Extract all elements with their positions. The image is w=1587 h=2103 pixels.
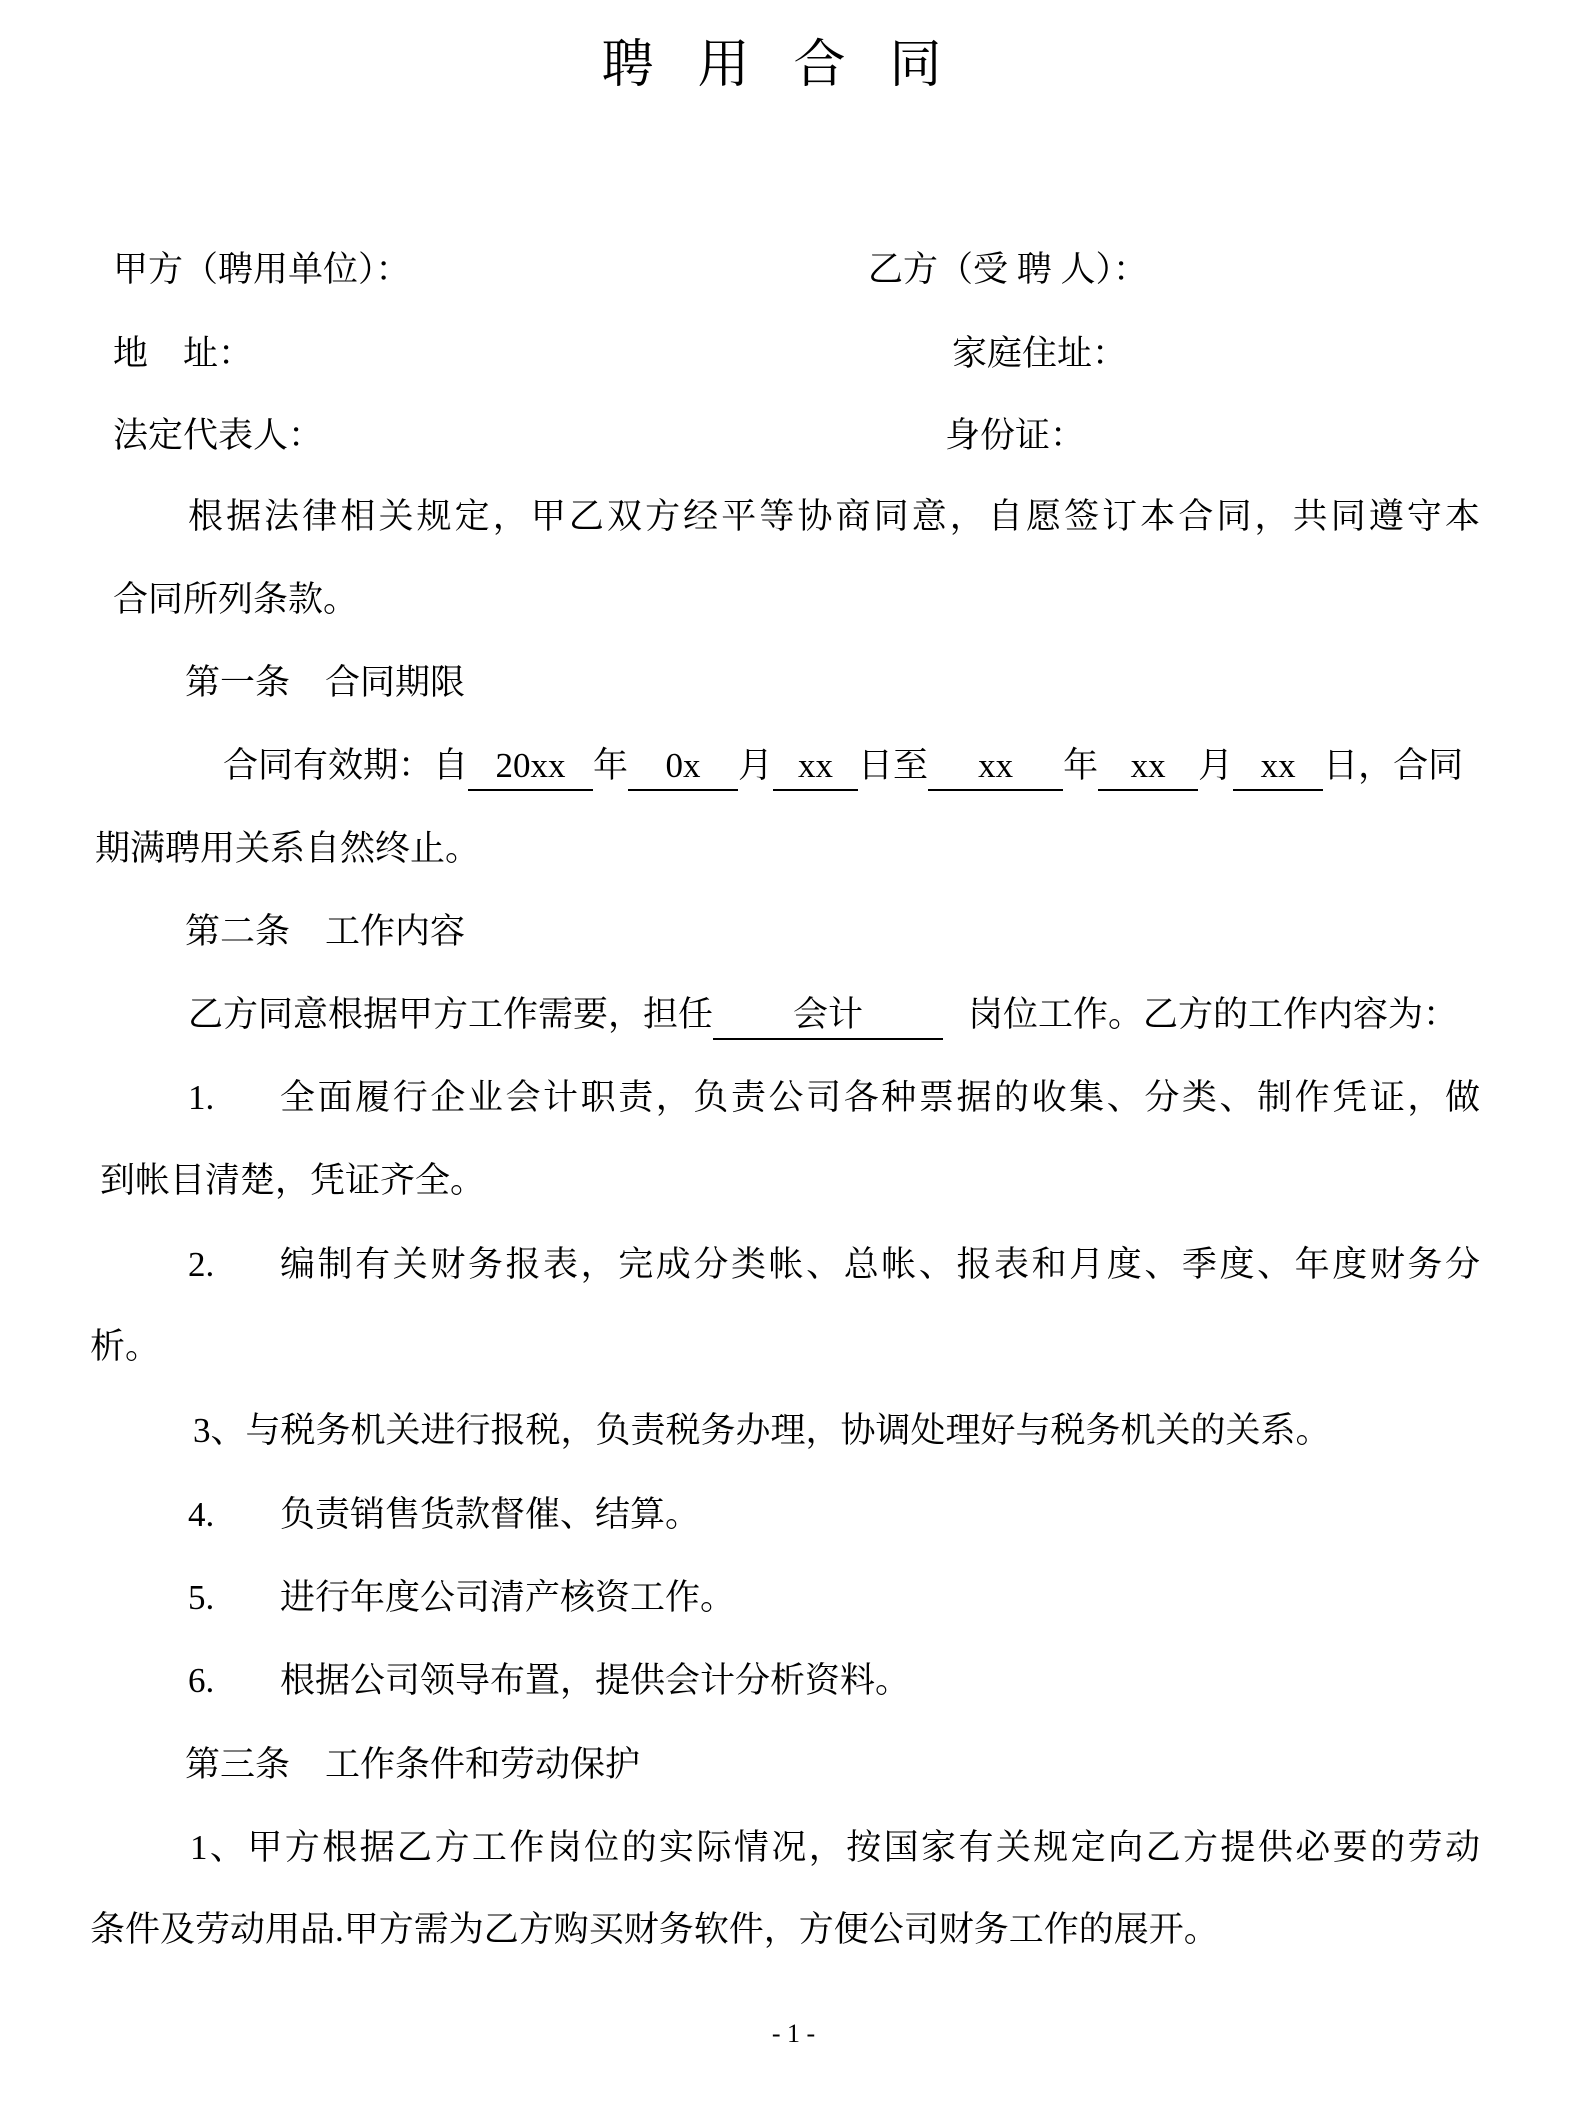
id-label: 身份证：	[945, 416, 1086, 455]
article3-line-1: 1、甲方根据乙方工作岗位的实际情况，按国家有关规定向乙方提供必要的劳动	[190, 1828, 1480, 1867]
article3-heading: 第三条 工作条件和劳动保护	[185, 1745, 641, 1784]
month-label-2: 月	[1198, 746, 1234, 785]
party-b-label: 乙方（受 聘 人）：	[868, 250, 1149, 289]
day-to-label: 日至	[858, 746, 929, 785]
item-5-text: 进行年度公司清产核资工作。	[280, 1578, 736, 1617]
item-4-text: 负责销售货款督催、结算。	[280, 1495, 701, 1534]
position-blank: 会计	[713, 992, 943, 1040]
party-a-label: 甲方（聘用单位）：	[113, 250, 411, 289]
preamble-line-1: 根据法律相关规定，甲乙双方经平等协商同意，自愿签订本合同，共同遵守本	[188, 497, 1480, 536]
intro-prefix: 乙方同意根据甲方工作需要，担任	[188, 995, 714, 1034]
end-month-blank: xx	[1098, 743, 1198, 791]
article3-line-2: 条件及劳动用品.甲方需为乙方购买财务软件，方便公司财务工作的展开。	[90, 1910, 1219, 1949]
page-number: - 1 -	[771, 2019, 816, 2048]
item-5-number: 5.	[188, 1578, 215, 1617]
legal-rep-label: 法定代表人：	[113, 416, 324, 455]
item-1-text: 全面履行企业会计职责，负责公司各种票据的收集、分类、制作凭证，做	[280, 1078, 1480, 1117]
start-day-blank: xx	[773, 743, 858, 791]
preamble-line-2: 合同所列条款。	[113, 580, 359, 619]
article2-intro-line	[188, 992, 1458, 1040]
item-4-number: 4.	[188, 1495, 215, 1534]
item-6-text: 根据公司领导布置，提供会计分析资料。	[280, 1661, 911, 1700]
article1-line-2: 期满聘用关系自然终止。	[95, 829, 481, 868]
address-label: 地 址：	[113, 334, 254, 373]
term-prefix: 合同有效期：自	[223, 746, 469, 785]
item-2-number: 2.	[188, 1245, 215, 1284]
page-title: 聘用合同	[601, 37, 986, 94]
item-3-text: 与税务机关进行报税，负责税务办理，协调处理好与税务机关的关系。	[245, 1411, 1331, 1450]
start-year-blank: 20xx	[468, 743, 593, 791]
year-label-2: 年	[1063, 746, 1099, 785]
term-suffix: 日，合同	[1323, 746, 1464, 785]
item-6-number: 6.	[188, 1661, 215, 1700]
item-2-text: 编制有关财务报表，完成分类帐、总帐、报表和月度、季度、年度财务分	[280, 1245, 1480, 1284]
start-month-blank: 0x	[628, 743, 738, 791]
intro-suffix: 岗位工作。乙方的工作内容为：	[968, 995, 1459, 1034]
article1-heading: 第一条 合同期限	[185, 663, 466, 702]
article2-heading: 第二条 工作内容	[185, 912, 466, 951]
end-day-blank: xx	[1233, 743, 1323, 791]
year-label-1: 年	[593, 746, 629, 785]
contract-term-line	[223, 743, 1463, 791]
item-1-number: 1.	[188, 1078, 215, 1117]
item-2-continuation: 析。	[90, 1327, 161, 1366]
item-3-number: 3、	[193, 1411, 246, 1450]
month-label-1: 月	[738, 746, 774, 785]
item-3-line	[193, 1408, 1331, 1454]
home-address-label: 家庭住址：	[952, 334, 1128, 373]
item-1-continuation: 到帐目清楚，凭证齐全。	[100, 1161, 486, 1200]
end-year-blank: xx	[928, 743, 1063, 791]
